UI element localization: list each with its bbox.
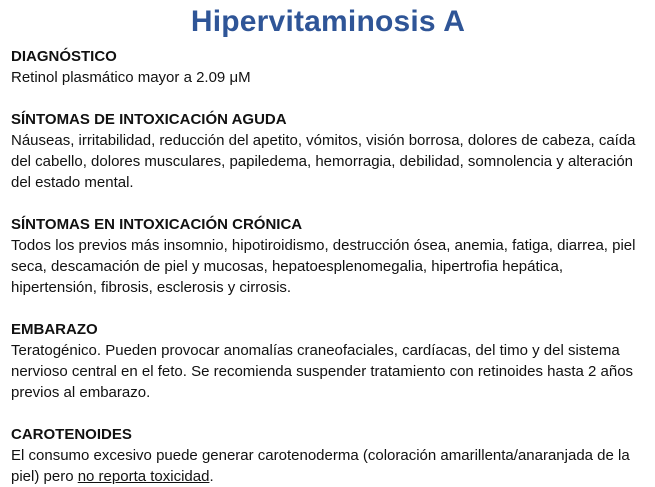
underlined-emphasis: no reporta toxicidad	[77, 468, 210, 485]
section-heading: DIAGNÓSTICO	[11, 48, 117, 65]
section-heading: SÍNTOMAS DE INTOXICACIÓN AGUDA	[11, 111, 287, 128]
section-heading: CAROTENOIDES	[11, 426, 132, 443]
section-heading: SÍNTOMAS EN INTOXICACIÓN CRÓNICA	[11, 216, 303, 233]
section-embarazo	[11, 319, 645, 403]
section-heading: EMBARAZO	[11, 321, 98, 338]
section-body	[11, 445, 645, 487]
slide-title: Hipervitaminosis A	[190, 5, 466, 38]
section-body: Náuseas, irritabilidad, reducción del apetito, vómitos, visión borrosa, dolores de cabeza, caída del cabello, dolores musculares, papiledema, hemorragia, debilidad, somnolencia y alteración del estado mental.	[11, 132, 636, 191]
section-body: Todos los previos más insomnio, hipotiroidismo, destrucción ósea, anemia, fatiga, diarrea, piel seca, descamación de piel y mucosas, hepatoesplenomegalia, hipertrofia hepática, hipertensión, fibrosis, esclerosis y cirrosis.	[11, 237, 636, 296]
body-text-end: .	[209, 468, 214, 485]
section-body: Retinol plasmático mayor a 2.09 μM	[11, 69, 251, 86]
section-sintomas-aguda	[11, 109, 645, 193]
section-sintomas-cronica	[11, 214, 645, 298]
body-text: El consumo excesivo puede generar carotenoderma (coloración amarillenta/anaranjada de la piel) pero	[11, 447, 630, 485]
section-body: Teratogénico. Pueden provocar anomalías craneofaciales, cardíacas, del timo y del sistema nervioso central en el feto. Se recomienda suspender tratamiento con retinoides hasta 2 años previos al embarazo.	[11, 342, 634, 401]
section-carotenoides	[11, 424, 645, 487]
section-diagnostico	[11, 46, 645, 88]
